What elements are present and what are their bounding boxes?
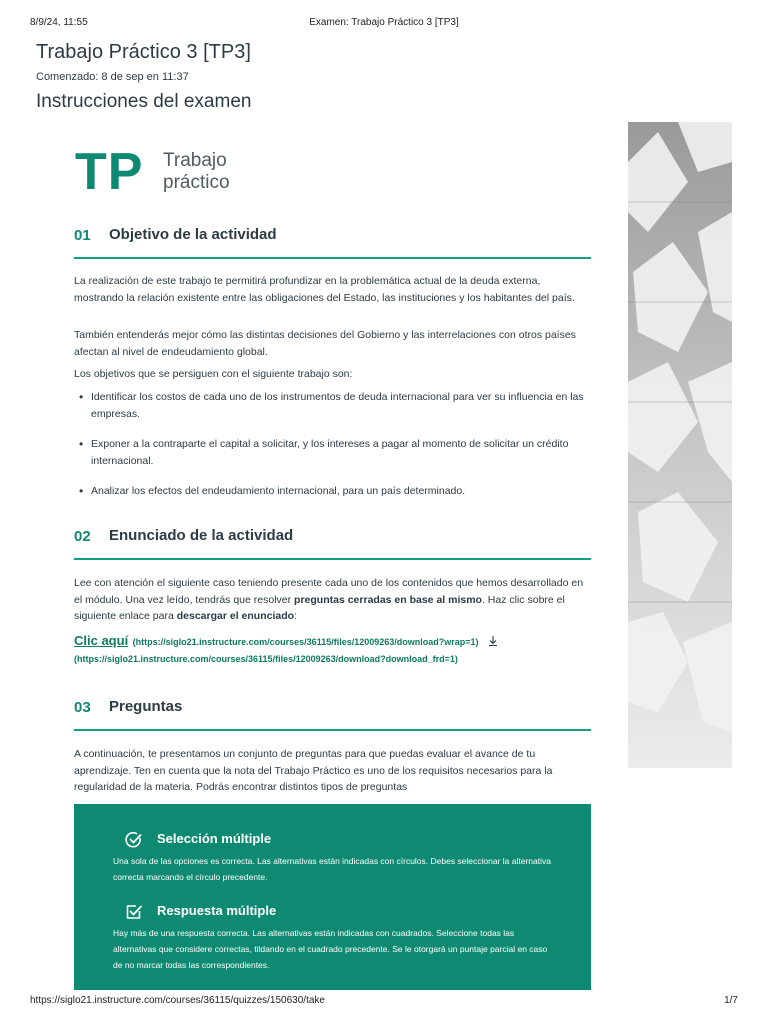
question-type-title: Respuesta múltiple bbox=[157, 903, 277, 918]
tp-logo-word-line2: práctico bbox=[163, 172, 230, 193]
section-title: Preguntas bbox=[109, 698, 183, 715]
download-link-url[interactable]: (https://siglo21.instructure.com/courses/36115/files/12009263/download?download_frd=1) bbox=[74, 654, 458, 664]
question-type-description: Hay más de una respuesta correcta. Las alternativas están indicadas con cuadrados. Seleccione todas las alternativas que considere correctas, tildando en el cuadrado precedente. Se le otorgará un puntaje parcial en caso de no marcar todas las correspondientes. bbox=[113, 928, 548, 970]
statement-paragraph bbox=[74, 575, 592, 625]
print-footer bbox=[30, 995, 738, 1009]
tp-logo-word-line1: Trabajo bbox=[163, 150, 227, 171]
section-number: 02 bbox=[74, 528, 91, 545]
tp-logo-word bbox=[163, 150, 230, 194]
list-item: • Analizar los efectos del endeudamiento internacional, para un país determinado. bbox=[91, 483, 592, 500]
section-number: 01 bbox=[74, 227, 91, 244]
print-page-count: 1/7 bbox=[724, 995, 738, 1006]
section-divider bbox=[74, 257, 591, 259]
tp-logo-mark: TP bbox=[75, 143, 144, 201]
section-01-header bbox=[74, 221, 591, 251]
statement-text-a: Lee con atención el siguiente caso teniendo presente cada uno de los contenidos que hemos desarrollado en el módulo. Una vez leído, tendrás que resolver bbox=[74, 577, 584, 606]
quiz-title: Trabajo Práctico 3 [TP3] bbox=[36, 41, 251, 63]
print-url: https://siglo21.instructure.com/courses/36115/quizzes/150630/take bbox=[30, 995, 325, 1006]
download-link-block bbox=[74, 632, 594, 664]
objective-paragraph-1: La realización de este trabajo te permitirá profundizar en la problemática actual de la deuda externa, mostrando la relación existente entre las obligaciones del Estado, las instituciones y los habitantes del país. bbox=[74, 275, 575, 304]
section-title: Objetivo de la actividad bbox=[109, 226, 277, 243]
section-02-header bbox=[74, 522, 591, 552]
question-types-box bbox=[74, 804, 591, 990]
question-type-title: Selección múltiple bbox=[157, 831, 272, 846]
decorative-architecture-image bbox=[628, 122, 732, 768]
print-header bbox=[30, 17, 738, 31]
section-03-header bbox=[74, 693, 591, 723]
click-here-link[interactable]: Clic aquí bbox=[74, 633, 129, 648]
statement-emphasis-2: descargar el enunciado bbox=[176, 610, 295, 622]
section-divider bbox=[74, 558, 591, 560]
print-page-title: Examen: Trabajo Práctico 3 [TP3] bbox=[309, 17, 459, 28]
square-check-icon bbox=[124, 902, 144, 922]
statement-emphasis-1: preguntas cerradas en base al mismo bbox=[294, 593, 482, 606]
question-type-description: Una sola de las opciones es correcta. Las alternativas están indicadas con círculos. Debes seleccionar la alternativa correcta marcando el círculo precedente. bbox=[113, 856, 551, 882]
section-title: Enunciado de la actividad bbox=[109, 527, 294, 544]
print-datetime: 8/9/24, 11:55 bbox=[30, 17, 88, 28]
instructions-title: Instrucciones del examen bbox=[36, 91, 252, 112]
list-item: • Identificar los costos de cada uno de los instrumentos de deuda internacional para ver su influencia en las empresas. bbox=[91, 389, 592, 422]
download-icon[interactable] bbox=[487, 634, 499, 646]
list-item: • Exponer a la contraparte el capital a solicitar, y los intereses a pagar al momento de solicitar un crédito internacional. bbox=[91, 436, 592, 469]
section-number: 03 bbox=[74, 699, 91, 716]
statement-text-e: : bbox=[294, 610, 297, 622]
objective-paragraph-3: Los objetivos que se persiguen con el siguiente trabajo son: bbox=[74, 368, 353, 380]
click-here-link-url[interactable]: (https://siglo21.instructure.com/courses/36115/files/12009263/download?wrap=1) bbox=[132, 637, 479, 647]
quiz-started-time: Comenzado: 8 de sep en 11:37 bbox=[36, 71, 189, 83]
circle-check-icon bbox=[124, 830, 144, 850]
section-divider bbox=[74, 729, 591, 731]
statement-text-c: . Haz clic sobre el siguiente enlace para bbox=[74, 593, 565, 622]
objective-paragraph-2: También entenderás mejor cómo las distintas decisiones del Gobierno y las interrelaciones con otros países afectan al nivel de endeudamiento global. bbox=[74, 329, 576, 358]
questions-paragraph: A continuación, te presentamos un conjunto de preguntas para que puedas evaluar el avance de tu aprendizaje. Ten en cuenta que la nota del Trabajo Práctico es uno de los requisitos necesarios para la regularidad de la materia. Podrás encontrar distintos tipos de preguntas bbox=[74, 748, 553, 793]
